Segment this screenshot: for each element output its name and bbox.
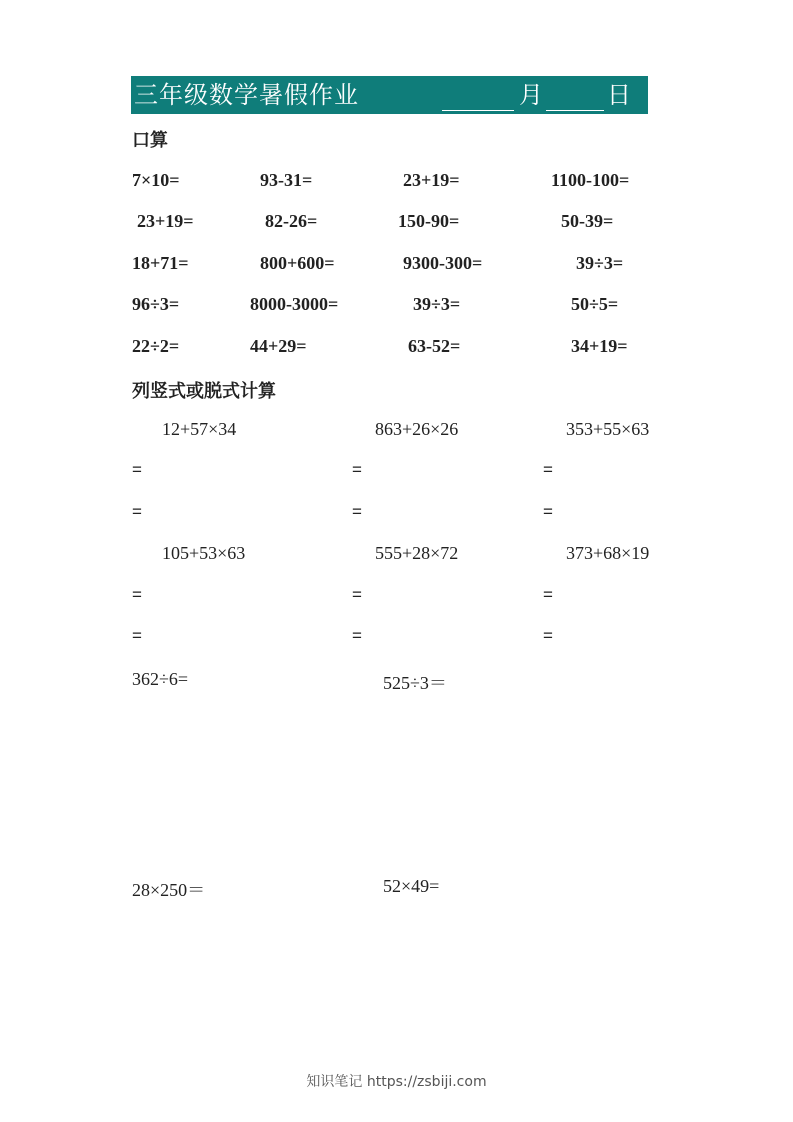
problem: 800+600=: [260, 253, 335, 273]
problem: 22÷2=: [132, 336, 180, 356]
problem: 8000-3000=: [250, 294, 339, 314]
problem: 9300-300=: [403, 253, 483, 273]
equals-sign: =: [543, 585, 553, 604]
calc-problem: 12+57×34: [162, 419, 237, 439]
equals-sign: =: [132, 626, 142, 645]
multiplication-problem: 52×49=: [383, 876, 440, 896]
calc-problem: 373+68×19: [566, 543, 650, 563]
division-problem: 362÷6=: [132, 669, 189, 689]
equals-sign: =: [352, 460, 362, 479]
equals-sign: =: [132, 460, 142, 479]
title-banner: [131, 76, 648, 114]
footer-watermark: 知识笔记 https://zsbiji.com: [306, 1074, 487, 1090]
day-label: 日: [607, 81, 631, 109]
equals-sign: =: [132, 502, 142, 521]
equals-sign: =: [543, 626, 553, 645]
month-label: 月: [519, 81, 543, 109]
problem: 39÷3=: [576, 253, 624, 273]
problem: 93-31=: [260, 170, 313, 190]
calc-problem: 353+55×63: [566, 419, 650, 439]
calc-problem: 555+28×72: [375, 543, 459, 563]
problem: 39÷3=: [413, 294, 461, 314]
problem: 18+71=: [132, 253, 189, 273]
page-title: 三年级数学暑假作业: [134, 81, 359, 109]
multiplication-problem: 28×250＝: [132, 880, 206, 900]
problem: 34+19=: [571, 336, 628, 356]
problem: 50÷5=: [571, 294, 619, 314]
calc-problem: 863+26×26: [375, 419, 459, 439]
problem: 7×10=: [132, 170, 180, 190]
problem: 50-39=: [561, 211, 614, 231]
day-blank: [546, 110, 604, 111]
problem: 150-90=: [398, 211, 460, 231]
section-title-mental-math: 口算: [132, 130, 168, 151]
month-blank: [442, 110, 514, 111]
division-problem: 525÷3＝: [383, 673, 447, 693]
problem: 82-26=: [265, 211, 318, 231]
problem: 1100-100=: [551, 170, 630, 190]
equals-sign: =: [543, 460, 553, 479]
problem: 63-52=: [408, 336, 461, 356]
calc-problem: 105+53×63: [162, 543, 246, 563]
problem: 44+29=: [250, 336, 307, 356]
equals-sign: =: [352, 585, 362, 604]
equals-sign: =: [543, 502, 553, 521]
equals-sign: =: [352, 502, 362, 521]
equals-sign: =: [132, 585, 142, 604]
equals-sign: =: [352, 626, 362, 645]
problem: 23+19=: [137, 211, 194, 231]
section-title-written-calc: 列竖式或脱式计算: [132, 381, 276, 402]
problem: 96÷3=: [132, 294, 180, 314]
problem: 23+19=: [403, 170, 460, 190]
